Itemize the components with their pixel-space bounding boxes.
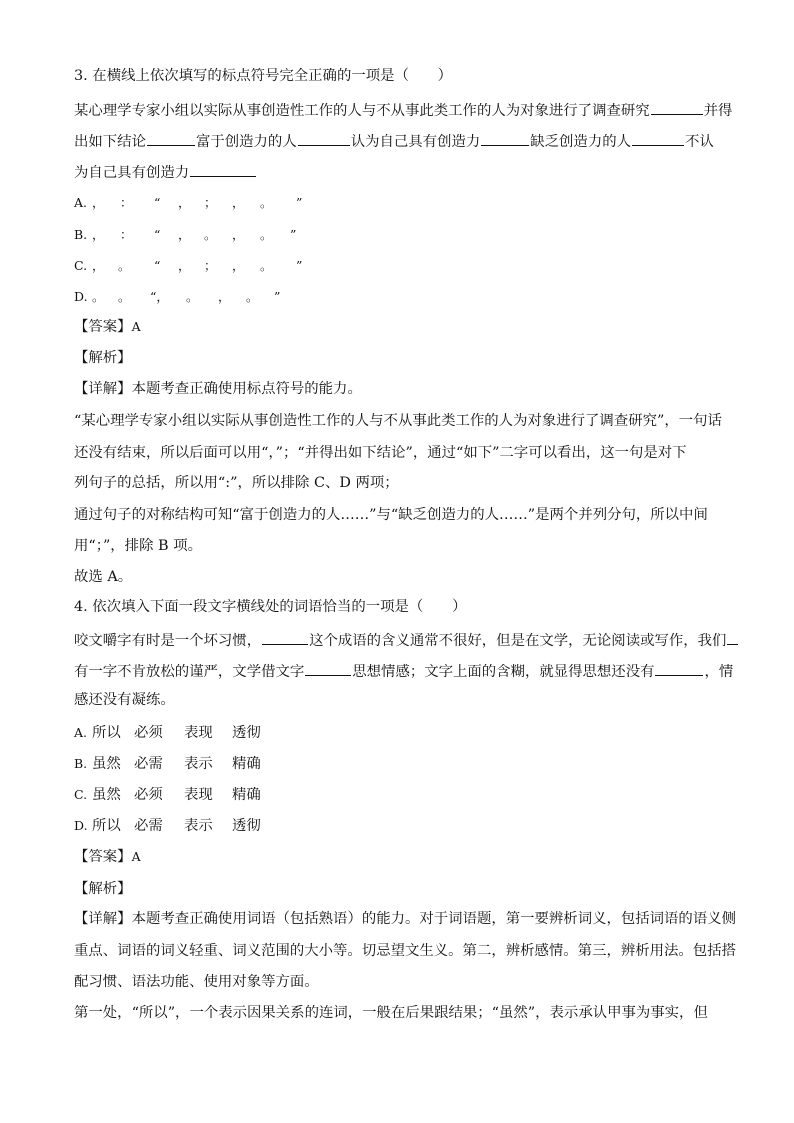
q3-blank-4 [481,130,529,146]
q3-passage-text: 某心理学专家小组以实际从事创造性工作的人与不从事此类工作的人为对象进行了调查研究 [74,103,650,119]
q3-explanation-line: 通过句子的对称结构可知“富于创造力的人……”与“缺乏创造力的人……”是两个并列分句，所以中间 [74,507,708,523]
option-word: 表示 [184,756,213,772]
option-mark: ， [92,195,105,210]
q4-option-c [74,785,261,805]
q4-passage-line-1 [74,629,739,651]
q3-passage-text: 出如下结论 [74,134,146,150]
q4-blank-4 [655,660,703,676]
option-word: 表示 [184,818,213,834]
q3-passage-text: 认为自己具有创造力 [350,134,481,150]
option-mark: “， [150,289,169,304]
q3-passage-text: 并得 [703,103,733,119]
option-letter: B. [74,756,88,771]
option-word: 虽然 [92,756,121,772]
option-letter: D. [74,818,88,833]
option-mark: 。 [118,258,131,273]
option-mark: ” [296,258,303,273]
q4-explanation-line: 第一处，“所以”，一个表示因果关系的连词，一般在后果跟结果；“虽然”，表示承认甲事为事实，但 [74,1005,708,1021]
q3-passage-text: 不认 [685,134,714,150]
q4-blank-2 [727,629,738,645]
detail-text: 本题考查正确使用标点符号的能力。 [131,381,362,397]
option-mark: ， [178,258,191,273]
option-mark: ， [178,227,191,242]
option-mark: “ [154,195,161,210]
option-mark: ； [204,258,217,273]
q4-passage-text: 有一字不肯放松的谨严，文学借文字 [74,664,305,680]
option-mark: 。 [204,227,217,242]
q3-explanation-line: “某心理学专家小组以实际从事创造性工作的人与不从事此类工作的人为对象进行了调查研究”，一句话 [74,413,722,429]
q3-option-c [74,256,303,276]
detail-tag: 【详解】 [74,911,132,927]
option-word: 必需 [134,756,163,772]
option-mark: ， [232,227,245,242]
question-3-stem: 3. 在横线上依次填写的标点符号完全正确的一项是（ ） [74,68,453,84]
q4-passage-text: 思想情感；文字上面的含糊，就显得思想还没有 [352,664,655,680]
q4-explanation-line: 配习惯、语法功能、使用对象等方面。 [74,974,319,990]
option-word: 表现 [184,787,213,803]
q4-passage-text: ，情 [704,664,734,680]
option-mark: 。 [260,195,273,210]
option-word: 精确 [232,756,261,772]
q3-passage-line-3 [74,161,257,183]
q4-explanation-line: 重点、词语的词义轻重、词义范围的大小等。切忌望文生义。第二，辨析感情。第三，辨析用法。包括搭 [74,943,736,959]
option-mark: ， [232,195,245,210]
q4-passage-text: 这个成语的含义通常不很好，但是在文学，无论阅读或写作，我们 [309,633,727,649]
option-mark: 。 [246,289,259,304]
q3-explanation-line: 用“；”，排除 B 项。 [74,538,202,554]
q3-explanation-line: 列句子的总括，所以用“:”，所以排除 C、D 两项； [74,475,399,491]
option-mark: ” [290,227,297,242]
option-letter: A. [74,725,88,740]
option-mark: “ [154,227,161,242]
q3-blank-5 [632,130,684,146]
q4-option-a [74,723,261,743]
detail-tag: 【详解】 [74,381,132,397]
option-word: 必须 [134,787,163,803]
q4-passage-line-3: 感还没有凝练。 [74,692,175,708]
answer-value: A [131,849,141,864]
q4-analysis-tag: 【解析】 [74,881,132,897]
option-word: 必需 [134,818,163,834]
option-word: 虽然 [92,787,121,803]
option-mark: ” [296,195,303,210]
q3-passage-line-1 [74,99,732,121]
detail-text: 本题考查正确使用词语（包括熟语）的能力。对于词语题，第一要辨析词义，包括词语的语义侧 [131,911,736,927]
q3-answer [74,317,141,337]
q4-option-d [74,816,261,836]
q3-blank-1 [651,99,703,115]
q4-blank-3 [305,660,351,676]
option-mark: 。 [186,289,199,304]
q4-detail [74,909,736,929]
q3-analysis-tag: 【解析】 [74,350,132,366]
option-letter: C. [74,787,88,802]
option-mark: 。 [260,227,273,242]
q3-passage-text: 富于创造力的人 [195,134,297,150]
option-word: 精确 [232,787,261,803]
option-letter: A. [74,195,88,210]
q4-answer [74,847,141,867]
option-mark: 。 [92,289,105,304]
q3-blank-3 [298,130,350,146]
q4-option-b [74,754,261,774]
q3-detail [74,379,362,399]
option-mark: ， [178,195,191,210]
question-4-stem: 4. 依次填入下面一段文字横线处的词语恰当的一项是（ ） [74,599,467,615]
option-word: 必须 [134,725,163,741]
q3-option-b [74,225,297,245]
q3-passage-text: 为自己具有创造力 [74,165,190,181]
option-mark: ： [120,227,133,242]
option-mark: ， [232,258,245,273]
option-mark: 。 [260,258,273,273]
q4-blank-1 [262,629,308,645]
q3-blank-2 [147,130,195,146]
option-word: 表现 [184,725,213,741]
option-letter: D. [74,289,88,304]
option-mark: ： [120,195,133,210]
q3-explanation-line: 故选 A。 [74,569,133,585]
option-mark: ” [274,289,281,304]
option-letter: B. [74,227,88,242]
q3-passage-text: 缺乏创造力的人 [530,134,631,150]
option-mark: 。 [118,289,131,304]
q4-passage-line-2 [74,660,733,682]
option-mark: “ [154,258,161,273]
q4-passage-text: 咬文嚼字有时是一个坏习惯， [74,633,262,649]
option-word: 所以 [92,725,121,741]
option-mark: ， [92,258,105,273]
option-word: 透彻 [232,725,261,741]
option-letter: C. [74,258,88,273]
answer-tag: 【答案】 [74,319,132,335]
q3-option-a [74,193,303,213]
option-word: 透彻 [232,818,261,834]
answer-tag: 【答案】 [74,849,132,865]
option-mark: ， [92,227,105,242]
q3-passage-line-2 [74,130,714,152]
q3-blank-6 [190,161,256,177]
option-mark: ， [218,289,231,304]
answer-value: A [131,319,141,334]
q3-option-d [74,287,281,307]
option-mark: ； [204,195,217,210]
option-word: 所以 [92,818,121,834]
q3-explanation-line: 还没有结束，所以后面可以用“，”；“并得出如下结论”，通过“如下”二字可以看出，这一句是对下 [74,445,687,461]
